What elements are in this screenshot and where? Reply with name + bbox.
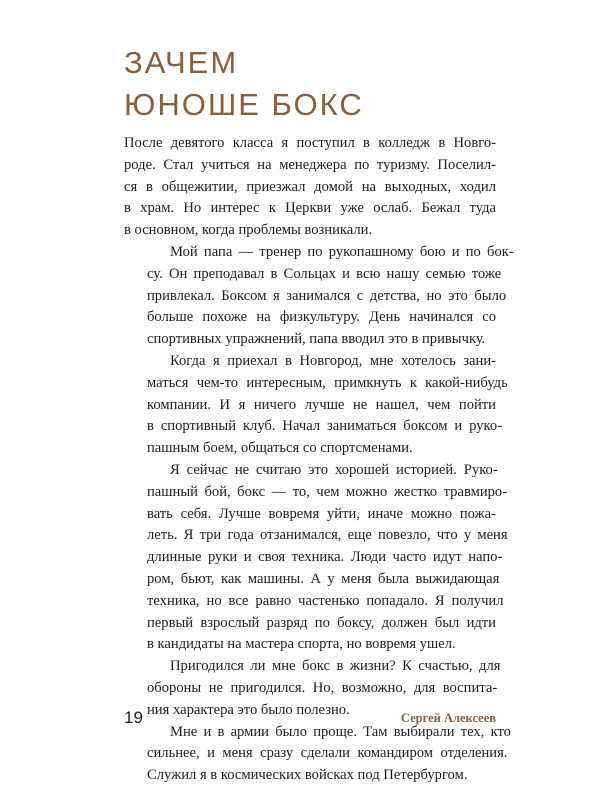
page-number: 19 — [124, 708, 143, 727]
paragraph — [124, 351, 508, 460]
author-name: Сергей Алексеев — [400, 711, 496, 725]
chapter-title-line-1: ЗАЧЕМ — [124, 45, 239, 80]
text-line: ся в общежитии, приезжал домой на выходных, ходил — [124, 178, 496, 195]
text-line: После девятого класса я поступил в колледж в Новго- — [124, 135, 496, 151]
text-line: сильнее, и меня сразу сделали командиром отделения. — [147, 745, 508, 762]
text-line: леть. Я три года отзанимался, еще повезло, что у меня — [147, 527, 508, 544]
text-line: больше похоже на физкультуру. День начинался со — [147, 309, 496, 326]
text-line: первый взрослый разряд по боксу, должен был идти — [147, 614, 496, 631]
text-line: ром, бьют, как машины. А у меня была выжидающая — [147, 570, 500, 587]
paragraph — [124, 133, 496, 242]
text-line: Мне и в армии было проще. Там выбирали тех, кто — [170, 723, 511, 740]
text-line: ния характера это было полезно. — [147, 701, 350, 718]
text-line: в кандидаты на мастера спорта, но вовремя ушел. — [147, 636, 456, 653]
text-line: Я сейчас не считаю это хорошей историей. Руко- — [170, 461, 498, 478]
text-line: пашный бой, бокс — то, чем можно жестко травмиро- — [147, 483, 508, 500]
text-line: Служил я в космических войсках под Петербургом. — [147, 767, 468, 784]
text-line: привлекал. Боксом я занимался с детства, но это было — [147, 287, 507, 304]
text-line: Когда я приехал в Новгород, мне хотелось зани- — [170, 352, 496, 369]
text-line: длинные руки и своя техника. Люди часто идут напо- — [147, 549, 503, 566]
text-line: маться чем-то интересным, примкнуть к какой-нибудь — [147, 374, 508, 391]
text-line: пашным боем, общаться со спортсменами. — [147, 440, 413, 457]
text-line: в храм. Но интерес к Церкви уже ослаб. Бежал туда — [124, 200, 496, 217]
text-line: вать себя. Лучше вовремя уйти, иначе можно пожа- — [147, 505, 496, 522]
paragraph — [124, 242, 514, 351]
body-text — [124, 133, 514, 787]
text-line: роде. Стал учиться на менеджера по туризму. Поселил- — [124, 156, 496, 173]
chapter-title-line-2: ЮНОШЕ БОКС — [124, 87, 364, 122]
text-line: спортивных упражнений, папа вводил это в привычку. — [147, 331, 486, 348]
text-line: обороны не пригодился. Но, возможно, для воспита- — [147, 679, 498, 696]
text-line: в основном, когда проблемы возникали. — [124, 222, 373, 239]
text-line: компании. И я ничего лучше не нашел, чем пойти — [147, 396, 496, 413]
paragraph — [124, 460, 508, 656]
page-footer — [124, 708, 496, 732]
text-line: техника, но все равно частенько попадало. Я получил — [147, 592, 504, 609]
text-line: су. Он преподавал в Сольцах и всю нашу семью тоже — [147, 265, 502, 282]
chapter-title — [124, 42, 564, 126]
text-line: в спортивный клуб. Начал заниматься боксом и руко- — [147, 418, 503, 435]
text-line: Мой папа — тренер по рукопашному бою и по бок- — [170, 243, 514, 260]
text-line: Пригодился ли мне бокс в жизни? К счастью, для — [170, 658, 501, 675]
